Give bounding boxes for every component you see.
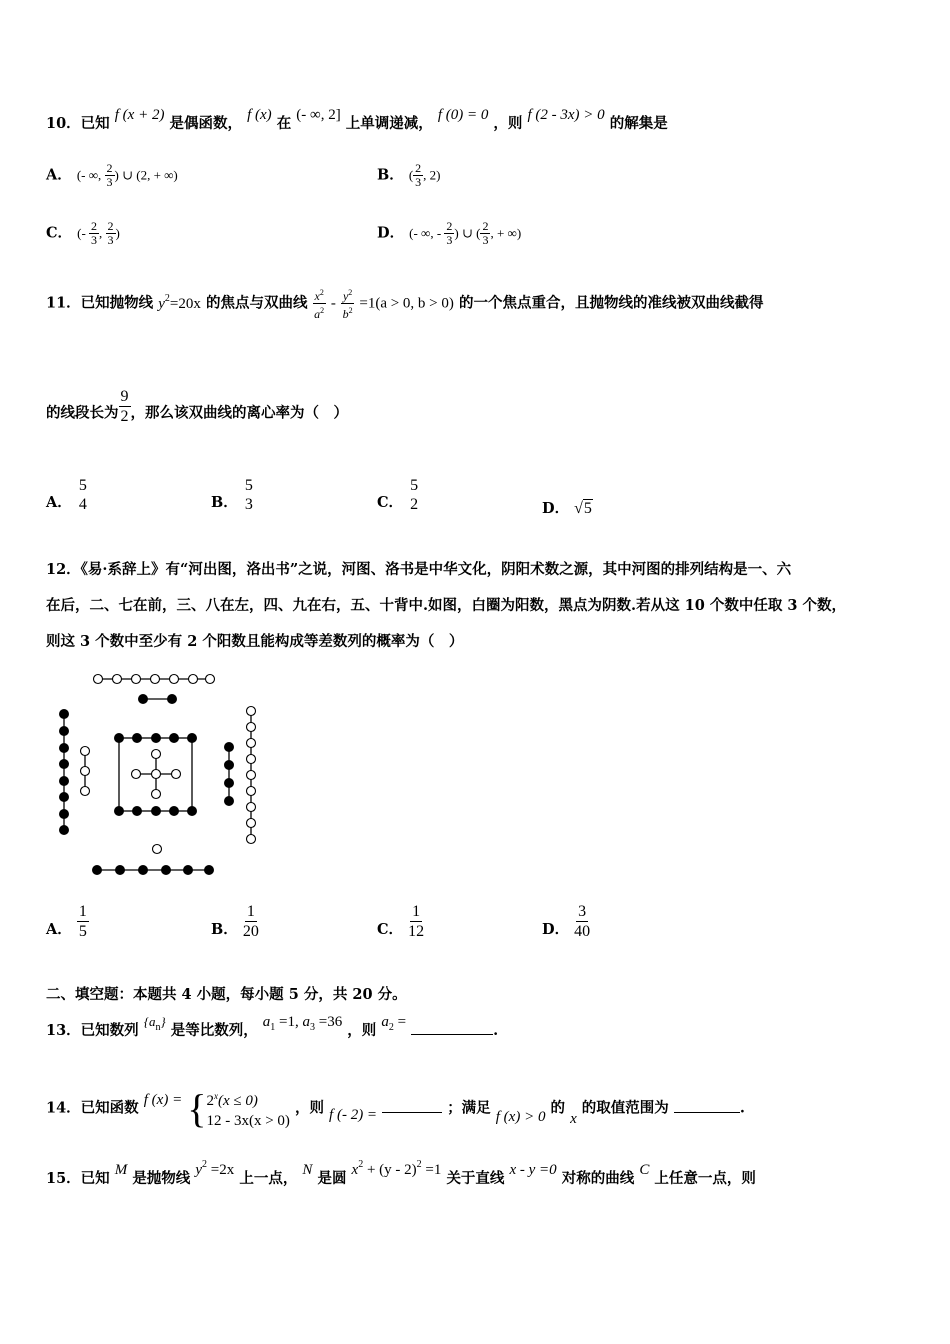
q10-option-a[interactable] (46, 162, 178, 189)
q10-f-zero: f (0) = 0 (437, 107, 489, 123)
option-text: ) (115, 225, 120, 241)
q13-sequence: $\{a_n\}$ (143, 1014, 166, 1033)
q11-option-c[interactable] (377, 476, 420, 514)
fraction: $\frac{2}{3}$ (482, 219, 489, 247)
q15-text-6: 上任意一点，则 (654, 1170, 756, 1187)
q15-circle: $x^2 + (y - 2)^2 =1$ (351, 1159, 442, 1178)
q10-option-c[interactable] (46, 220, 120, 247)
q10-f-x-plus-2: f (x + 2) (114, 107, 165, 123)
q14-answer-blank-2[interactable] (674, 1098, 740, 1113)
q15-number: 15．已知 (46, 1170, 110, 1187)
q12-option-d[interactable] (542, 902, 590, 941)
q15-line: x - y =0 (509, 1162, 557, 1178)
q13-given-values: $a_1 =1$, $a_3 =36$ (262, 1014, 343, 1033)
option-label: A． (46, 920, 72, 938)
question-15 (46, 1159, 756, 1189)
fraction: $\frac{3}{40}$ (574, 903, 591, 940)
option-text: (- ∞, - (409, 225, 445, 241)
q14-piecewise: { $2^x(x \le 0)$ 12 - 3x(x > 0) (187, 1085, 290, 1131)
section-heading: 二、填空题：本题共 4 小题，每小题 5 分，共 20 分。 (46, 986, 407, 1003)
option-label: B． (211, 494, 238, 511)
option-text: ) ∪ (2, + ∞) (114, 167, 178, 183)
q10-text-5: 的解集是 (609, 115, 668, 132)
q14-text-3: 的 (550, 1099, 565, 1117)
q11-parabola: $y^2=20x$ (158, 292, 201, 312)
q11-hyperbola-x-term: $\frac{x^2}{a^2}$ (314, 288, 325, 321)
fraction: 5 4 (78, 477, 87, 513)
q10-f-x: f (x) (247, 107, 272, 123)
q14-text-1: ，则 (294, 1099, 324, 1117)
sqrt-expression: √5 (574, 500, 592, 517)
option-label: A． (46, 166, 72, 184)
fraction: $\frac{1}{5}$ (78, 903, 87, 940)
q12-option-c[interactable] (377, 902, 424, 941)
hetu-diagram (50, 668, 270, 883)
q14-f-x: f (x) = (143, 1091, 183, 1108)
q11-option-b[interactable] (211, 476, 255, 514)
question-10 (46, 107, 668, 134)
q14-number: 14．已知函数 (46, 1099, 139, 1117)
q14-x-variable: x (570, 1110, 577, 1127)
question-11 (46, 286, 763, 321)
q12-option-b[interactable] (211, 902, 259, 941)
q10-number: 10．已知 (46, 115, 110, 132)
q13-period: . (493, 1022, 499, 1039)
q12-line-1: 12．《易·系辞上》有“河出图，洛出书”之说，河图、洛书是中华文化，阴阳术数之源，其中河图的排列结构是一、六 (46, 561, 792, 578)
q15-text-5: 对称的曲线 (561, 1170, 635, 1187)
q12-line-2: 在后，二、七在前，三、八在左，四、九在右，五、十背中.如图，白圈为阳数，黑点为阴数.若从这 10 个数中任取 3 个数， (46, 597, 847, 614)
fraction: 5 2 (410, 477, 419, 513)
q14-f-positive: f (x) > 0 (495, 1108, 546, 1125)
option-label: C． (46, 224, 73, 242)
option-label: B． (377, 166, 404, 184)
q14-answer-blank-1[interactable] (382, 1098, 442, 1113)
fraction: $\frac{2}{3}$ (91, 219, 98, 247)
q12-line-3: 则这 3 个数中至少有 2 个阳数且能构成等差数列的概率为（ ） (46, 633, 464, 650)
q11-option-a[interactable] (46, 476, 89, 514)
q13-text-2: ，则 (347, 1022, 377, 1039)
q11-option-d[interactable] (542, 497, 593, 518)
q10-inequality: f (2 - 3x) > 0 (527, 107, 605, 123)
option-label: D． (377, 224, 405, 242)
q13-text-1: 是等比数列， (170, 1022, 258, 1039)
q10-option-b[interactable] (377, 162, 441, 189)
q10-option-d[interactable] (377, 220, 521, 247)
option-text: , + ∞) (490, 225, 522, 241)
q11-length-fraction: $\frac{9}{2}$ (120, 388, 129, 425)
q11-text-1: 的焦点与双曲线 (205, 294, 308, 312)
q15-text-3: 是圆 (317, 1170, 347, 1187)
q15-parabola: $y^2 =2x$ (195, 1159, 235, 1178)
q14-text-2: ；满足 (447, 1099, 491, 1117)
option-label: D． (542, 920, 570, 938)
q15-point-n: N (302, 1162, 313, 1178)
option-label: D． (542, 500, 570, 517)
q11-text-3: 的线段长为 (46, 404, 119, 422)
q15-text-4: 关于直线 (446, 1170, 505, 1187)
q14-case-1: $2^x(x \le 0)$ (206, 1091, 258, 1109)
q10-text-1: 是偶函数， (169, 115, 242, 132)
q14-period: . (739, 1099, 745, 1117)
option-label: C． (377, 920, 404, 938)
q13-target: $a_2$ = (381, 1014, 407, 1033)
question-11-line2 (46, 388, 348, 433)
q10-interval: (- ∞, 2] (296, 107, 341, 123)
question-14 (46, 1086, 745, 1131)
q11-minus: - (330, 295, 336, 312)
q14-f-minus-2: f (- 2) = (329, 1106, 378, 1123)
fraction: $\frac{2}{3}$ (106, 161, 113, 189)
option-text: (- (77, 225, 90, 241)
fraction: $\frac{1}{12}$ (408, 903, 425, 940)
q10-text-2: 在 (276, 115, 292, 132)
option-text: (- ∞, (76, 167, 105, 183)
fraction: 5 3 (244, 477, 253, 513)
q11-number: 11．已知抛物线 (46, 294, 154, 312)
option-text: ) ∪ ( (454, 225, 481, 241)
q13-number: 13．已知数列 (46, 1022, 139, 1039)
q11-hyperbola-rhs: =1(a > 0, b > 0) (359, 295, 454, 312)
question-13 (46, 1014, 499, 1047)
q13-answer-blank[interactable] (411, 1020, 493, 1035)
option-label: B． (211, 920, 238, 938)
option-text: ( (408, 167, 414, 183)
fraction: $\frac{2}{3}$ (446, 219, 453, 247)
option-text: , (99, 225, 106, 241)
q12-option-a[interactable] (46, 902, 89, 941)
option-text: , 2) (423, 167, 441, 183)
q11-hyperbola-y-term: $\frac{y^2}{b^2}$ (342, 288, 353, 321)
fraction: $\frac{2}{3}$ (107, 219, 114, 247)
option-label: C． (377, 494, 404, 511)
option-label: A． (46, 494, 72, 511)
q15-text-2: 上一点， (239, 1170, 298, 1187)
q11-text-4: ，那么该双曲线的离心率为（ ） (130, 404, 348, 422)
q14-text-4: 的取值范围为 (581, 1099, 669, 1117)
q14-case-2: 12 - 3x(x > 0) (206, 1113, 290, 1129)
q11-text-2: 的一个焦点重合，且抛物线的准线被双曲线截得 (458, 294, 764, 312)
fraction: $\frac{2}{3}$ (415, 161, 422, 189)
fraction: $\frac{1}{20}$ (242, 903, 259, 940)
q15-point-m: M (114, 1162, 128, 1178)
q15-curve-c: C (639, 1162, 650, 1178)
q15-text-1: 是抛物线 (132, 1170, 191, 1187)
q10-text-3: 上单调递减， (345, 115, 433, 132)
q10-text-4: ，则 (493, 115, 523, 132)
